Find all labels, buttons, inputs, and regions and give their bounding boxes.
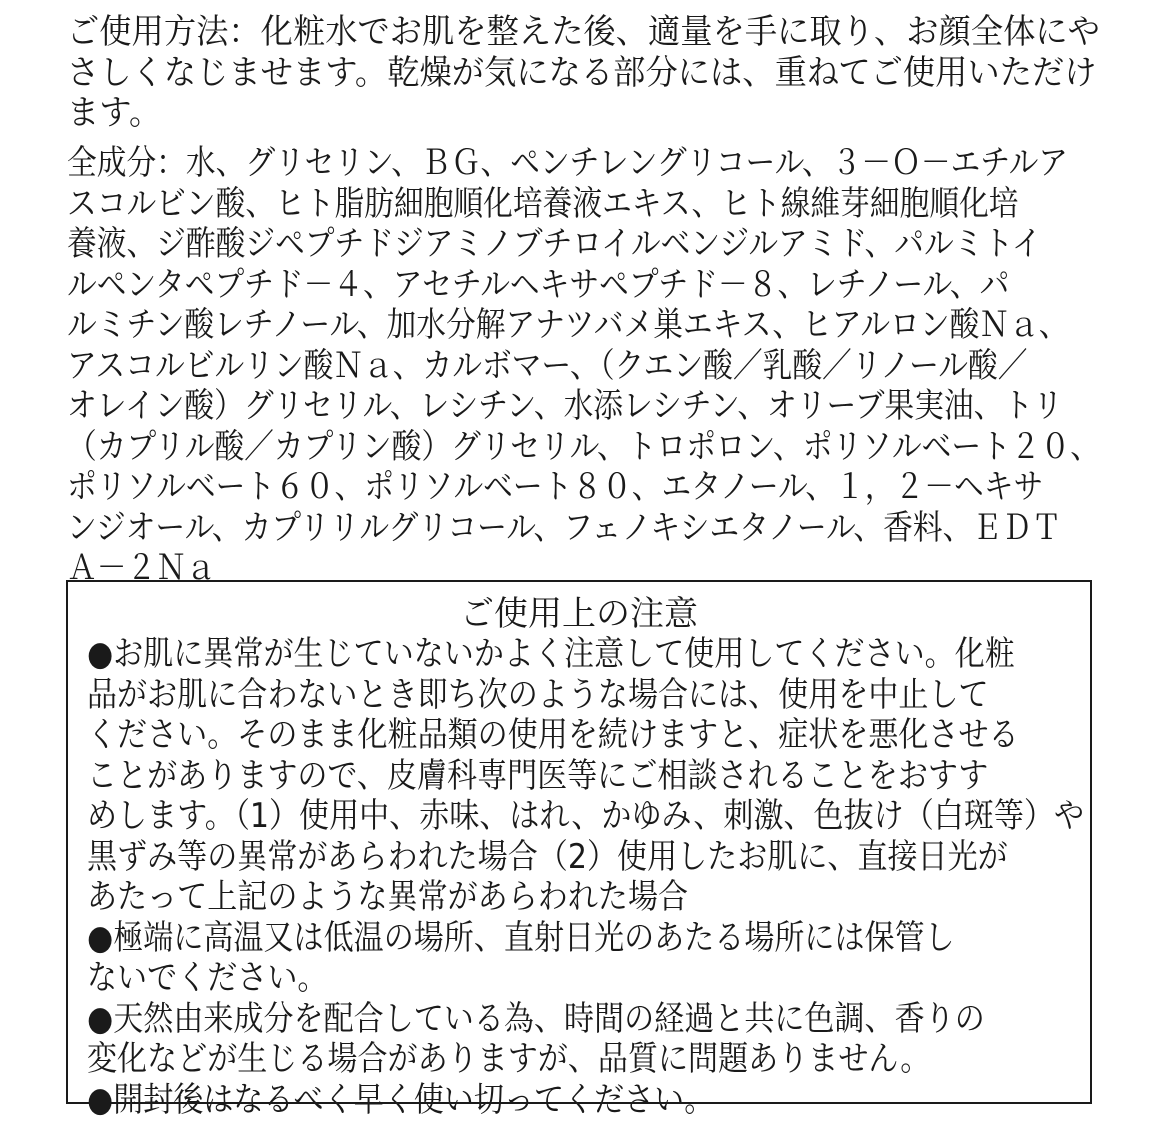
caution-line: ●天然由来成分を配合している為、時間の経過と共に色調、香りの <box>87 998 985 1039</box>
usage-line: さしくなじませます。乾燥が気になる部分には、重ねてご使用いただけ <box>67 52 1097 93</box>
ingredients-line: ンジオール、カプリリルグリコール、フェノキシエタノール、香料、ＥＤＴ <box>67 507 1062 548</box>
ingredients-line: オレイン酸）グリセリル、レシチン、水添レシチン、オリーブ果実油、トリ <box>67 386 1063 426</box>
caution-line: ことがありますので、皮膚科専門医等にご相談されることをおすす <box>87 755 989 796</box>
ingredients-line: 養液、ジ酢酸ジペプチドジアミノブチロイルベンジルアミド、パルミトイ <box>67 224 1042 264</box>
usage-line: ます。 <box>67 93 162 133</box>
ingredients-line: Ａ－２Ｎａ <box>67 548 216 588</box>
ingredients-line: ルペンタペプチド－４、アセチルヘキサペプチド－８、レチノール、パ <box>67 264 1010 305</box>
caution-line: ●極端に高温又は低温の場所、直射日光のあたる場所には保管し <box>87 917 955 958</box>
caution-line: めします。（1）使用中、赤味、はれ、かゆみ、刺激、色抜け（白斑等）や <box>87 796 1085 836</box>
caution-line: ●開封後はなるべく早く使い切ってください。 <box>87 1079 715 1120</box>
caution-line: ●お肌に異常が生じていないかよく注意して使用してください。化粧 <box>87 634 1015 674</box>
caution-title: ご使用上の注意 <box>460 594 698 634</box>
ingredients-line: （カプリル酸／カプリン酸）グリセリル、トロポロン、ポリソルベート２０、 <box>67 426 1100 467</box>
caution-line: あたって上記のような異常があらわれた場合 <box>87 877 689 917</box>
caution-line: 品がお肌に合わないとき即ち次のような場合には、使用を中止して <box>87 674 989 715</box>
ingredients-line: ルミチン酸レチノール、加水分解アナツバメ巣エキス、ヒアルロン酸Ｎａ、 <box>67 305 1069 345</box>
caution-body <box>87 634 1169 1120</box>
caution-line: 黒ずみ等の異常があらわれた場合（2）使用したお肌に、直接日光が <box>87 836 1008 877</box>
caution-box <box>66 580 1092 1120</box>
ingredients-line: スコルビン酸、ヒト脂肪細胞順化培養液エキス、ヒト線維芽細胞順化培 <box>67 183 1019 224</box>
usage-instructions <box>67 12 1155 134</box>
ingredients-list <box>67 143 1169 589</box>
caution-line: ください。そのまま化粧品類の使用を続けますと、症状を悪化させる <box>87 715 1019 755</box>
usage-line: ご使用方法：化粧水でお肌を整えた後、適量を手に取り、お顔全体にや <box>67 12 1100 52</box>
ingredients-line: アスコルビルリン酸Ｎａ、カルボマー、（クエン酸／乳酸／リノール酸／ <box>67 345 1028 386</box>
ingredients-line: ポリソルベート６０、ポリソルベート８０、エタノール、１，２－ヘキサ <box>67 467 1044 507</box>
ingredients-line: 全成分：水、グリセリン、ＢＧ、ペンチレングリコール、３－Ｏ－エチルア <box>67 143 1069 183</box>
caution-line: 変化などが生じる場合がありますが、品質に問題ありません。 <box>87 1039 931 1079</box>
caution-line: ないでください。 <box>87 958 328 998</box>
